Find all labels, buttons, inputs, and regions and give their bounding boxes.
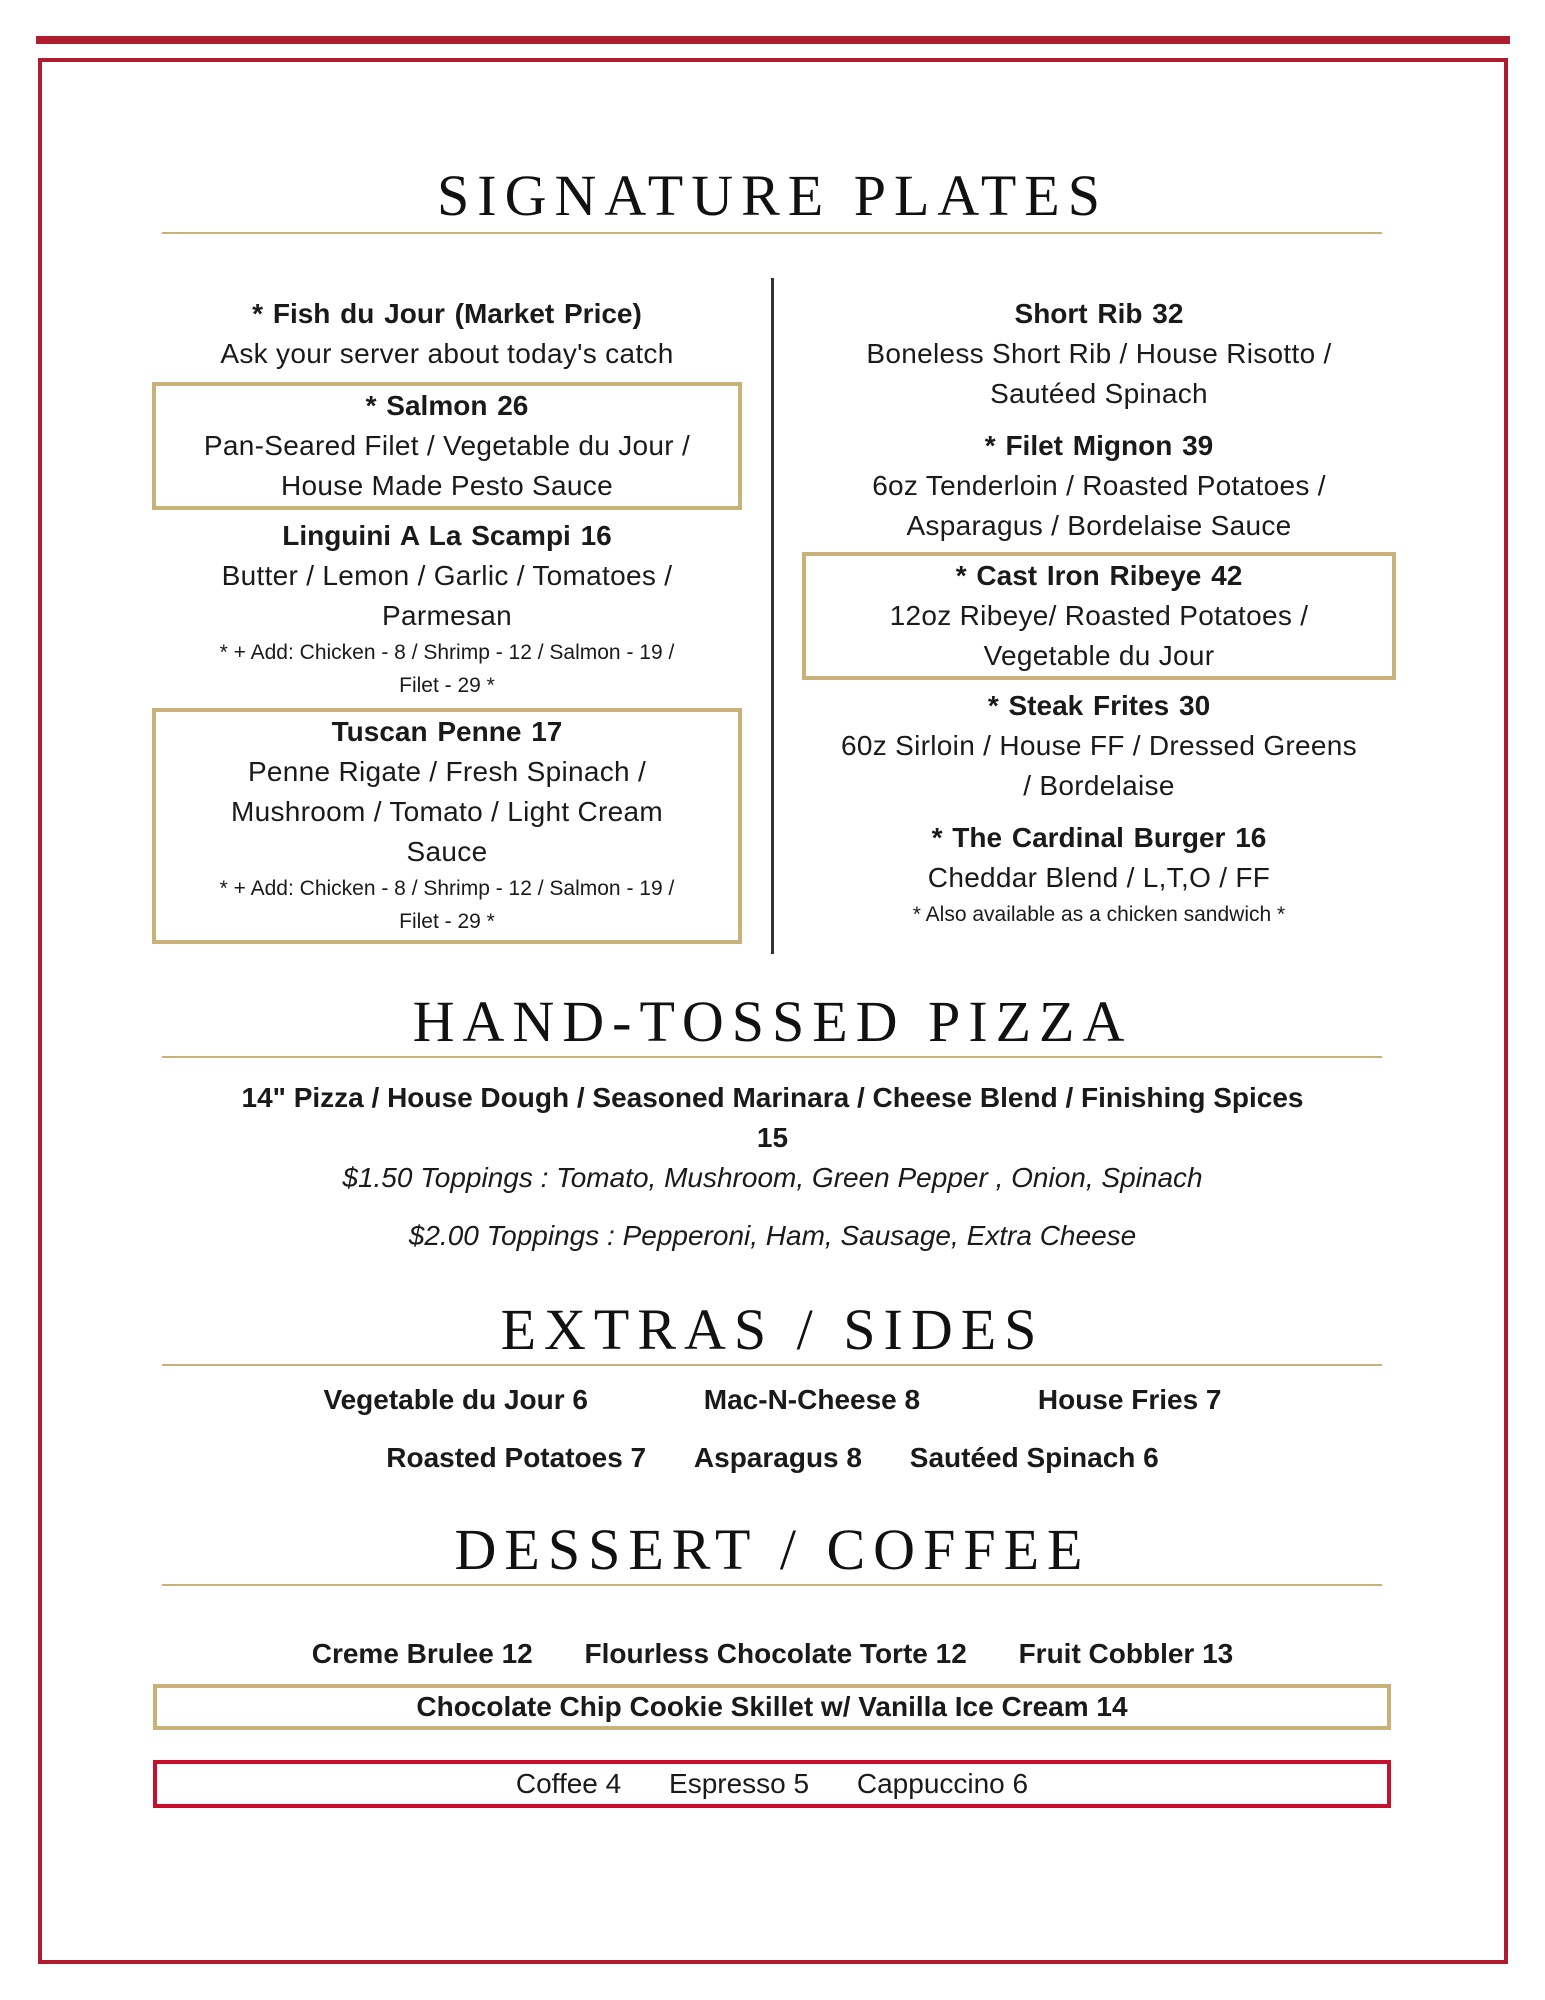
side-item: Sautéed Spinach 6 — [909, 1442, 1159, 1473]
item-desc: Boneless Short Rib / House Risotto / — [866, 338, 1332, 369]
section-title-dessert-coffee: DESSERT / COFFEE — [454, 1517, 1091, 1582]
item-desc: Asparagus / Bordelaise Sauce — [906, 510, 1292, 541]
dessert-row — [0, 1634, 1545, 1674]
item-desc: House Made Pesto Sauce — [281, 470, 613, 501]
item-desc: / Bordelaise — [1023, 770, 1175, 801]
item-note: * + Add: Chicken - 8 / Shrimp - 12 / Salmon - 19 / — [219, 641, 675, 664]
menu-item-salmon — [152, 382, 742, 510]
item-name: * Salmon 26 — [365, 390, 529, 421]
right-column — [802, 294, 1396, 931]
item-desc: 60z Sirloin / House FF / Dressed Greens — [841, 730, 1357, 761]
item-desc: Sauce — [406, 836, 488, 867]
section-title-pizza: HAND-TOSSED PIZZA — [412, 989, 1133, 1054]
cookie-skillet-box — [153, 1684, 1391, 1730]
item-desc: Butter / Lemon / Garlic / Tomatoes / — [221, 560, 673, 591]
menu-item-cardinal-burger — [802, 818, 1396, 931]
pizza-price: 15 — [756, 1122, 789, 1153]
menu-item-short-rib — [802, 294, 1396, 414]
coffee-item: Espresso 5 — [669, 1768, 810, 1799]
item-desc: Cheddar Blend / L,T,O / FF — [927, 862, 1271, 893]
item-name: * The Cardinal Burger 16 — [931, 822, 1267, 853]
item-desc: 12oz Ribeye/ Roasted Potatoes / — [889, 600, 1309, 631]
menu-item-cast-iron-ribeye — [802, 552, 1396, 680]
item-desc: Ask your server about today's catch — [220, 338, 674, 369]
left-column — [152, 294, 742, 944]
menu-item-linguini — [152, 516, 742, 702]
section-title-extras-sides: EXTRAS / SIDES — [500, 1297, 1045, 1362]
top-red-rule — [36, 36, 1510, 44]
item-name: * Cast Iron Ribeye 42 — [955, 560, 1243, 591]
coffee-item: Cappuccino 6 — [856, 1768, 1029, 1799]
section-title-signature-plates: SIGNATURE PLATES — [437, 163, 1108, 228]
item-desc: Vegetable du Jour — [983, 640, 1215, 671]
item-desc: Penne Rigate / Fresh Spinach / — [247, 756, 647, 787]
dessert-item: Flourless Chocolate Torte 12 — [584, 1638, 967, 1669]
side-item: Mac-N-Cheese 8 — [703, 1384, 921, 1415]
menu-item-fish-du-jour — [152, 294, 742, 374]
item-note: Filet - 29 * — [399, 910, 495, 933]
menu-item-tuscan-penne — [152, 708, 742, 944]
item-desc: Pan-Seared Filet / Vegetable du Jour / — [203, 430, 691, 461]
item-desc: Sautéed Spinach — [990, 378, 1208, 409]
item-name: * Fish du Jour (Market Price) — [252, 298, 642, 329]
extras-row-1 — [0, 1380, 1545, 1420]
item-note: * Also available as a chicken sandwich * — [912, 903, 1286, 926]
dessert-item-cookie: Chocolate Chip Cookie Skillet w/ Vanilla Ice Cream 14 — [416, 1691, 1128, 1722]
extras-row-2 — [0, 1438, 1545, 1478]
item-name: Tuscan Penne 17 — [331, 716, 563, 747]
dessert-item: Fruit Cobbler 13 — [1018, 1638, 1234, 1669]
item-desc: Parmesan — [381, 600, 512, 631]
pizza-toppings-200: $2.00 Toppings : Pepperoni, Ham, Sausage, Extra Cheese — [408, 1220, 1137, 1251]
pizza-toppings-150: $1.50 Toppings : Tomato, Mushroom, Green Pepper , Onion, Spinach — [342, 1162, 1203, 1193]
side-item: Vegetable du Jour 6 — [323, 1384, 588, 1415]
menu-item-steak-frites — [802, 686, 1396, 806]
item-name: * Filet Mignon 39 — [984, 430, 1214, 461]
side-item: Asparagus 8 — [693, 1442, 862, 1473]
item-desc: Mushroom / Tomato / Light Cream — [230, 796, 664, 827]
coffee-box — [153, 1760, 1391, 1808]
item-name: Short Rib 32 — [1014, 298, 1184, 329]
item-note: Filet - 29 * — [399, 674, 495, 697]
item-name: Linguini A La Scampi 16 — [282, 520, 612, 551]
signature-divider — [162, 232, 1382, 234]
coffee-item: Coffee 4 — [515, 1768, 622, 1799]
dessert-item: Creme Brulee 12 — [311, 1638, 533, 1669]
extras-divider — [162, 1364, 1382, 1366]
side-item: House Fries 7 — [1037, 1384, 1222, 1415]
side-item: Roasted Potatoes 7 — [386, 1442, 647, 1473]
dessert-divider — [162, 1584, 1382, 1586]
item-note: * + Add: Chicken - 8 / Shrimp - 12 / Salmon - 19 / — [219, 877, 675, 900]
pizza-divider — [162, 1056, 1382, 1058]
column-divider — [771, 278, 774, 954]
item-desc: 6oz Tenderloin / Roasted Potatoes / — [872, 470, 1326, 501]
item-name: * Steak Frites 30 — [987, 690, 1211, 721]
pizza-description: 14" Pizza / House Dough / Seasoned Marinara / Cheese Blend / Finishing Spices — [241, 1082, 1304, 1113]
menu-item-filet-mignon — [802, 426, 1396, 546]
